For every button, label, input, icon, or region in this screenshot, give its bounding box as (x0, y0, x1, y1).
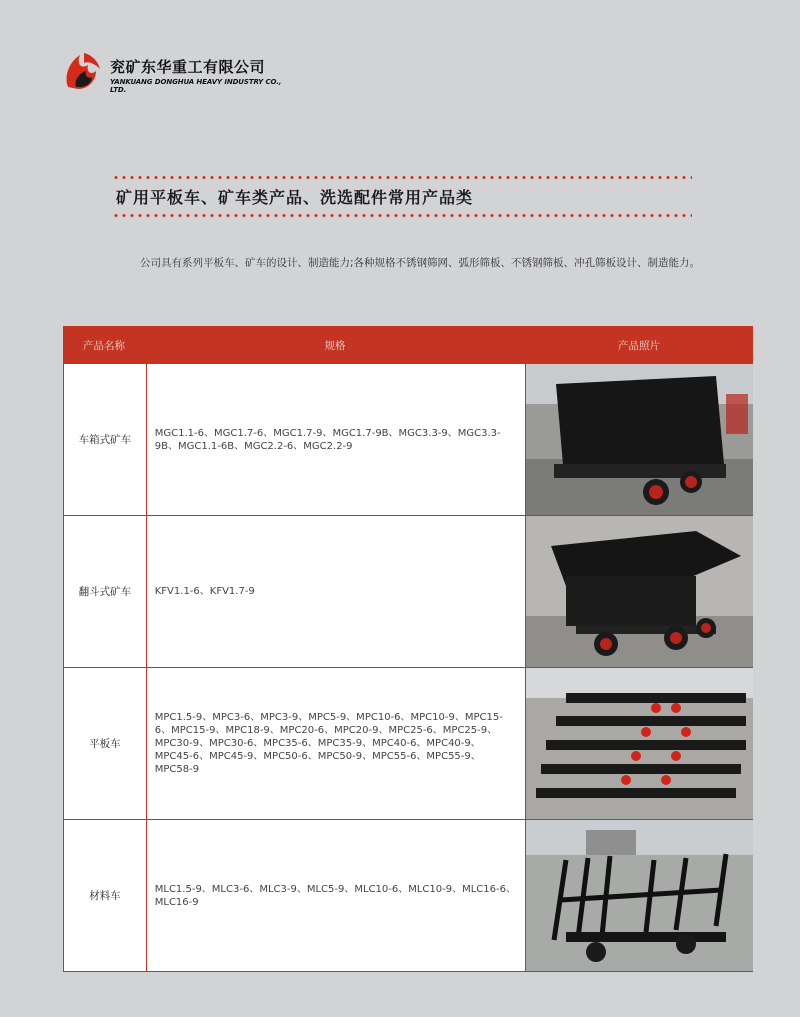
company-logo (62, 47, 282, 97)
section-title: 矿用平板车、矿车类产品、洗选配件常用产品类 (116, 188, 474, 207)
flame-logo-icon (62, 47, 104, 93)
product-spec: MGC1.1-6、MGC1.7-6、MGC1.7-9、MGC1.7-9B、MGC3.3-9、MGC3.3-9B、MGC1.1-6B、MGC2.2-6、MGC2.2-9 (147, 364, 526, 515)
product-spec: MLC1.5-9、MLC3-6、MLC3-9、MLC5-9、MLC10-6、MLC10-9、MLC16-6、MLC16-9 (147, 820, 526, 971)
table-row (63, 364, 753, 516)
title-divider-top (112, 176, 692, 179)
product-spec: MPC1.5-9、MPC3-6、MPC3-9、MPC5-9、MPC10-6、MPC10-9、MPC15-6、MPC15-9、MPC18-9、MPC20-6、MPC20-9、MPC25-6、MPC25-9、MPC30-9、MPC30-6、MPC35-6、MPC35-9、MPC40-6、MPC40-9、MPC45-6、MPC45-9、MPC50-6、MPC50-9、MPC55-6、MPC55-9、MPC58-9 (147, 668, 526, 819)
header-spec: 规格 (324, 339, 346, 352)
section-intro: 公司具有系列平板车、矿车的设计、制造能力;各种规格不锈钢筛网、弧形筛板、不锈钢筛板、冲孔筛板设计、制造能力。 (140, 257, 701, 269)
company-name-en: YANKUANG DONGHUA HEAVY INDUSTRY CO., LTD. (110, 78, 282, 94)
material-car-photo (526, 820, 753, 971)
title-divider-bottom (112, 214, 692, 217)
product-name: 翻斗式矿车 (63, 516, 147, 667)
product-name: 材料车 (63, 820, 147, 971)
box-mine-car-photo (526, 364, 753, 515)
product-table (63, 326, 753, 972)
table-header (63, 326, 753, 364)
table-row (63, 820, 753, 972)
product-spec: KFV1.1-6、KFV1.7-9 (147, 516, 526, 667)
flat-car-photo (526, 668, 753, 819)
tipping-mine-car-photo (526, 516, 753, 667)
table-row (63, 516, 753, 668)
company-name-cn: 兖矿东华重工有限公司 (110, 58, 266, 76)
header-product-name: 产品名称 (83, 339, 125, 352)
product-name: 车箱式矿车 (63, 364, 147, 515)
header-photo: 产品照片 (618, 339, 660, 352)
table-row (63, 668, 753, 820)
product-name: 平板车 (63, 668, 147, 819)
